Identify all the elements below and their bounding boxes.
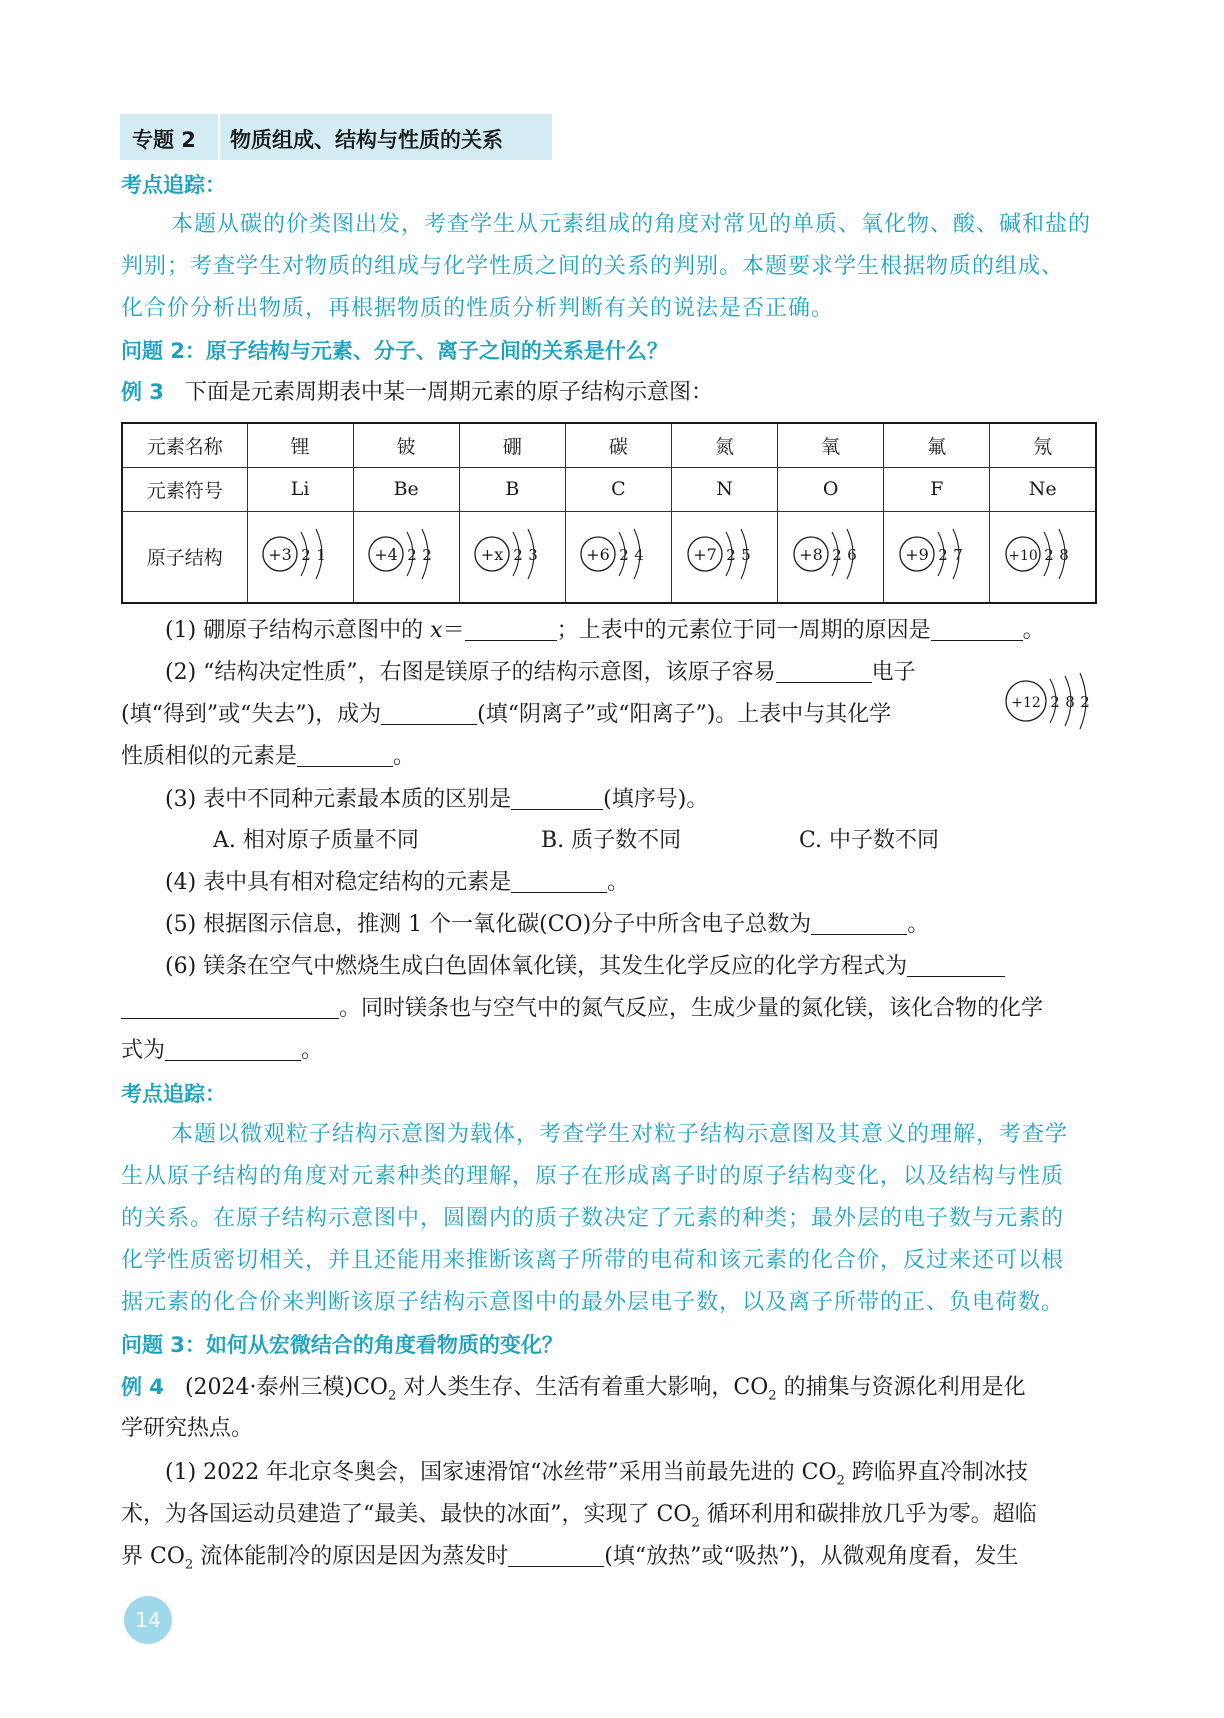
- page-number: 14: [124, 1596, 172, 1644]
- table-cell: O: [778, 467, 884, 511]
- question-5: (5) 根据图示信息，推测 1 个一氧化碳(CO)分子中所含电子总数为 。: [165, 912, 930, 937]
- shell-electron-count: 5: [740, 546, 751, 565]
- table-cell: 氟: [884, 423, 990, 467]
- answer-blank[interactable]: [297, 744, 393, 767]
- shell-electron-count: 8: [1058, 546, 1069, 565]
- shell-electron-count: 2: [1080, 693, 1090, 711]
- section-heading: 考点追踪：: [121, 173, 226, 197]
- row-header: 元素符号: [122, 467, 247, 511]
- question-heading: 问题 3：如何从宏微结合的角度看物质的变化？: [121, 1333, 563, 1357]
- shell-electron-count: 2: [513, 546, 524, 565]
- question-2-cont: (填“得到”或“失去”)，成为 (填“阴离子”或“阳离子”)。上表中与其化学: [121, 702, 892, 727]
- shell-electron-count: 8: [1065, 693, 1075, 711]
- shell-electron-count: 4: [634, 546, 645, 565]
- atom-diagram: [568, 524, 668, 584]
- element-table: [121, 422, 1097, 604]
- nucleus-charge: +8: [798, 545, 823, 565]
- question-4: (4) 表中具有相对稳定结构的元素是 。: [165, 870, 630, 895]
- answer-blank[interactable]: [811, 912, 907, 935]
- question-heading: 问题 2：原子结构与元素、分子、离子之间的关系是什么？: [121, 339, 668, 363]
- question-1: (1) 硼原子结构示意图中的 x＝ ；上表中的元素位于同一周期的原因是 。: [165, 618, 1045, 643]
- atom-structure-cell: [353, 511, 459, 603]
- note-line: 化合价分析出物质，再根据物质的性质分析判断有关的说法是否正确。: [121, 296, 835, 321]
- table-cell: Li: [247, 467, 353, 511]
- nucleus-charge: +4: [374, 545, 398, 565]
- table-cell: 氖: [990, 423, 1096, 467]
- example-intro: 例 4 (2024·泰州三模)$CO_2$ 对人类生存、生活有着重大影响，$CO_2$ 的捕集与资源化利用是化: [121, 1375, 1026, 1404]
- example-text: 学研究热点。: [121, 1416, 254, 1441]
- atom-diagram: [993, 524, 1093, 584]
- topic-title: 物质组成、结构与性质的关系: [230, 128, 503, 152]
- atom-structure-cell: [672, 511, 778, 603]
- shell-electron-count: 1: [316, 546, 326, 565]
- table-cell: Ne: [990, 467, 1096, 511]
- table-cell: 氮: [672, 423, 778, 467]
- shell-electron-count: 3: [528, 546, 539, 565]
- shell-electron-count: 6: [846, 546, 857, 565]
- question-6-cont: 。同时镁条也与空气中的氮气反应，生成少量的氮化镁，该化合物的化学: [121, 994, 1097, 1024]
- table-row: [122, 467, 1096, 511]
- question-2-cont: 性质相似的元素是 。: [121, 744, 416, 769]
- answer-blank[interactable]: [508, 1544, 604, 1567]
- question-3: (3) 表中不同种元素最本质的区别是 (填序号)。: [165, 787, 709, 812]
- answer-blank[interactable]: [381, 702, 477, 725]
- nucleus-charge: +3: [268, 545, 292, 565]
- option-c: C. 中子数不同: [799, 828, 940, 853]
- shell-electron-count: 2: [619, 546, 630, 565]
- answer-blank[interactable]: [121, 996, 339, 1019]
- shell-electron-count: 2: [1043, 546, 1054, 565]
- example-text: 下面是元素周期表中某一周期元素的原子结构示意图：: [184, 380, 713, 405]
- answer-blank[interactable]: [465, 618, 557, 641]
- option-a: A. 相对原子质量不同: [213, 828, 419, 853]
- shell-electron-count: 2: [301, 546, 311, 565]
- nucleus-charge: +10: [1007, 548, 1038, 565]
- answer-blank[interactable]: [165, 1038, 301, 1061]
- atom-structure-cell: [778, 511, 884, 603]
- atom-structure-cell: [990, 511, 1096, 603]
- table-row: [122, 511, 1096, 603]
- magnesium-atom-diagram: [1000, 660, 1104, 742]
- nucleus-charge: +9: [905, 545, 929, 565]
- nucleus-charge: +6: [586, 545, 611, 565]
- note-line: 化学性质密切相关，并且还能用来推断该离子所带的电荷和该元素的化合价，反过来还可以根: [121, 1248, 1065, 1273]
- section-heading: 考点追踪：: [121, 1082, 226, 1106]
- question-1-cont: 界 $CO_2$ 流体能制冷的原因是因为蒸发时 (填“放热”或“吸热”)，从微观角度看，发生: [121, 1544, 1019, 1573]
- atom-diagram: [781, 524, 881, 584]
- table-cell: 氧: [778, 423, 884, 467]
- table-cell: B: [459, 467, 565, 511]
- table-cell: N: [672, 467, 778, 511]
- atom-diagram: [462, 524, 562, 584]
- row-header: 原子结构: [122, 511, 247, 603]
- question-1: (1) 2022 年北京冬奥会，国家速滑馆“冰丝带”采用当前最先进的 $CO_2$ 跨临界直冷制冰技: [165, 1460, 1028, 1489]
- table-cell: F: [884, 467, 990, 511]
- atom-structure-cell: [247, 511, 353, 603]
- note-line: 的关系。在原子结构示意图中，圆圈内的质子数决定了元素的种类；最外层的电子数与元素的: [121, 1206, 1065, 1231]
- topic-label: 专题 2: [132, 128, 196, 152]
- answer-blank[interactable]: [776, 660, 872, 683]
- answer-blank[interactable]: [931, 618, 1023, 641]
- table-cell: C: [565, 467, 671, 511]
- example-source: (2024·泰州三模): [184, 1375, 354, 1400]
- example-label: 例 3: [121, 380, 164, 404]
- shell-electron-count: 2: [725, 546, 736, 565]
- note-line: 据元素的化合价来判断该原子结构示意图中的最外层电子数，以及离子所带的正、负电荷数。: [121, 1290, 1065, 1315]
- nucleus-charge: +x: [481, 545, 504, 565]
- table-cell: 碳: [565, 423, 671, 467]
- answer-blank[interactable]: [511, 787, 603, 810]
- shell-electron-count: 2: [422, 546, 432, 565]
- table-cell: 铍: [353, 423, 459, 467]
- shell-electron-count: 2: [938, 546, 948, 565]
- note-line: 本题以微观粒子结构示意图为载体，考查学生对粒子结构示意图及其意义的理解，考查学: [171, 1122, 1069, 1147]
- atom-diagram: [675, 524, 775, 584]
- note-line: 生从原子结构的角度对元素种类的理解，原子在形成离子时的原子结构变化，以及结构与性质: [121, 1164, 1065, 1189]
- answer-blank[interactable]: [511, 870, 607, 893]
- shell-electron-count: 2: [407, 546, 417, 565]
- table-cell: 硼: [459, 423, 565, 467]
- shell-electron-count: 2: [831, 546, 842, 565]
- topic-header: [120, 114, 552, 160]
- atom-diagram: [250, 524, 350, 584]
- atom-structure-cell: [459, 511, 565, 603]
- nucleus-charge: +7: [692, 545, 717, 565]
- topic-divider: [218, 114, 220, 160]
- question-6-cont: 式为 。: [121, 1038, 324, 1063]
- row-header: 元素名称: [122, 423, 247, 467]
- question-6: (6) 镁条在空气中燃烧生成白色固体氧化镁，其发生化学反应的化学方程式为: [121, 952, 1097, 982]
- nucleus-charge: +12: [1011, 695, 1041, 711]
- note-line: 判别；考查学生对物质的组成与化学性质之间的关系的判别。本题要求学生根据物质的组成、: [121, 254, 1065, 279]
- example-intro: [121, 377, 1097, 408]
- shell-electron-count: 2: [1050, 693, 1060, 711]
- answer-blank[interactable]: [907, 954, 1005, 977]
- option-b: B. 质子数不同: [541, 828, 682, 853]
- table-cell: 锂: [247, 423, 353, 467]
- example-label: 例 4: [121, 1375, 164, 1399]
- table-row: [122, 423, 1096, 467]
- atom-diagram: [887, 524, 987, 584]
- table-cell: Be: [353, 467, 459, 511]
- question-1-cont: 术，为各国运动员建造了“最美、最快的冰面”，实现了 $CO_2$ 循环利用和碳排放几乎为零。超临: [121, 1502, 1037, 1531]
- atom-structure-cell: [884, 511, 990, 603]
- question-2: (2) “结构决定性质”，右图是镁原子的结构示意图，该原子容易 电子: [165, 660, 916, 685]
- atom-structure-cell: [565, 511, 671, 603]
- note-line: 本题从碳的价类图出发，考查学生从元素组成的角度对常见的单质、氧化物、酸、碱和盐的: [171, 212, 1092, 237]
- shell-electron-count: 7: [953, 546, 963, 565]
- atom-diagram: [356, 524, 456, 584]
